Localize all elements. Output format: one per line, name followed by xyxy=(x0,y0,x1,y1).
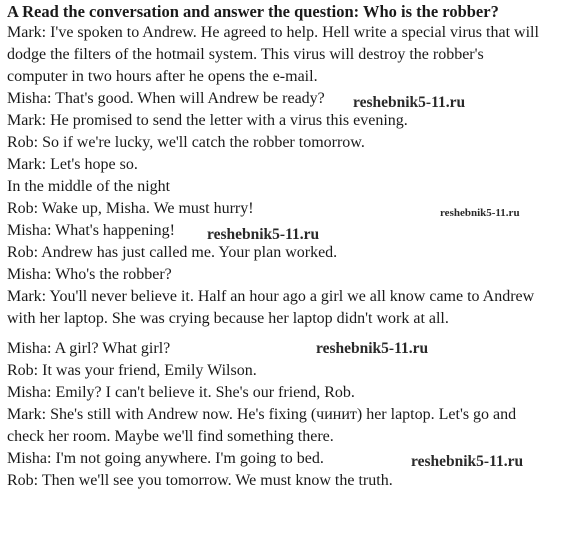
watermark: reshebnik5-11.ru xyxy=(316,340,429,357)
watermark: reshebnik5-11.ru xyxy=(353,94,466,111)
dialogue-line: Misha: What's happening! xyxy=(7,222,175,239)
dialogue-line: check her room. Maybe we'll find something there. xyxy=(7,428,334,445)
dialogue-line: Mark: Let's hope so. xyxy=(7,156,138,173)
dialogue-line: Mark: You'll never believe it. Half an hour ago a girl we all know came to Andrew xyxy=(7,288,535,305)
dialogue-line: Rob: So if we're lucky, we'll catch the robber tomorrow. xyxy=(7,134,365,151)
dialogue-line: Mark: I've spoken to Andrew. He agreed to help. Hell write a special virus that will xyxy=(7,24,539,41)
watermark: reshebnik5-11.ru xyxy=(411,453,524,470)
dialogue-line: Rob: Then we'll see you tomorrow. We must know the truth. xyxy=(7,472,393,489)
watermark: reshebnik5-11.ru xyxy=(207,226,320,243)
dialogue-line: Misha: A girl? What girl? xyxy=(7,340,171,357)
dialogue-line: Mark: She's still with Andrew now. He's fixing (чинит) her laptop. Let's go and xyxy=(7,406,517,423)
exercise-heading: A Read the conversation and answer the question: Who is the robber? xyxy=(7,2,499,21)
dialogue-line: Misha: I'm not going anywhere. I'm going to bed. xyxy=(7,450,324,467)
dialogue-line: dodge the filters of the hotmail system. This virus will destroy the robber's xyxy=(7,46,484,63)
dialogue-line: Rob: Wake up, Misha. We must hurry! xyxy=(7,200,254,217)
dialogue-line: Misha: Who's the robber? xyxy=(7,266,172,283)
dialogue-line: Misha: Emily? I can't believe it. She's our friend, Rob. xyxy=(7,384,355,401)
dialogue-line: with her laptop. She was crying because her laptop didn't work at all. xyxy=(7,310,449,327)
watermark: reshebnik5-11.ru xyxy=(440,207,520,219)
scene-note: In the middle of the night xyxy=(7,178,171,195)
dialogue-line: computer in two hours after he opens the e-mail. xyxy=(7,68,318,85)
dialogue-line: Mark: He promised to send the letter with a virus this evening. xyxy=(7,112,408,129)
dialogue-line: Rob: It was your friend, Emily Wilson. xyxy=(7,362,257,379)
dialogue-line: Misha: That's good. When will Andrew be ready? xyxy=(7,90,325,107)
dialogue-line: Rob: Andrew has just called me. Your plan worked. xyxy=(7,244,338,261)
